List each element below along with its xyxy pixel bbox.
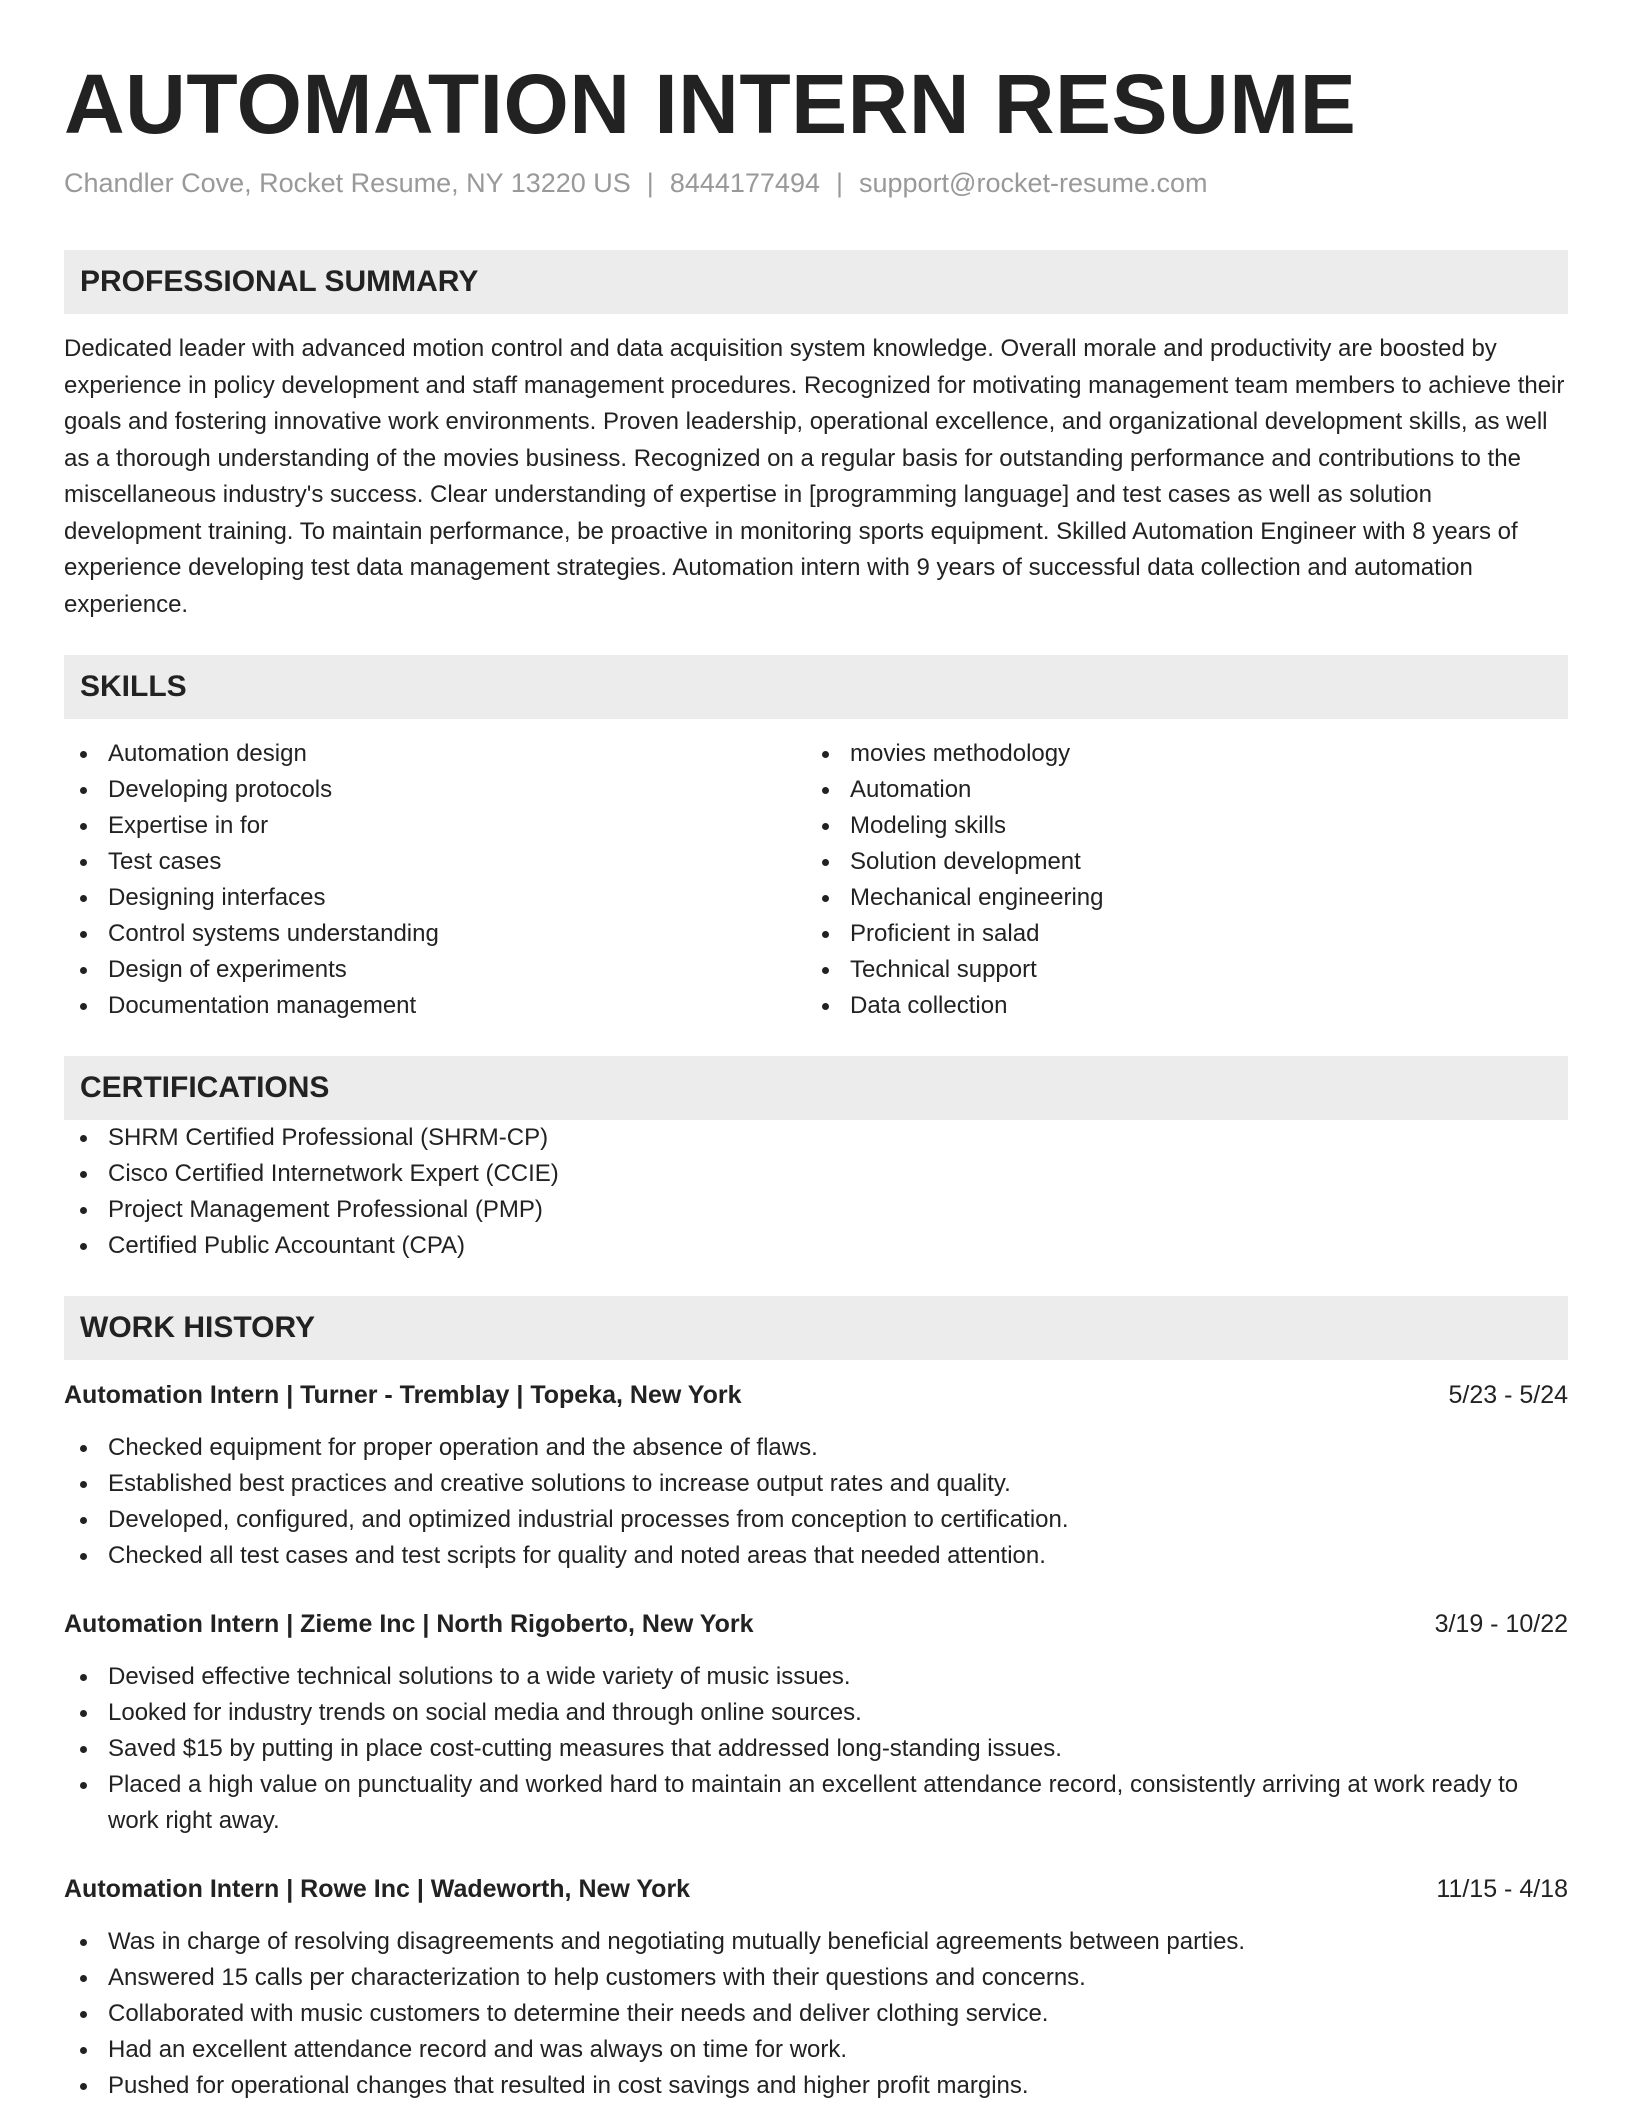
job-header: [64, 1377, 1568, 1413]
resume-title: AUTOMATION INTERN RESUME: [64, 57, 1357, 151]
skill-item: Automation: [806, 772, 1548, 808]
skill-item: Design of experiments: [64, 952, 806, 988]
skill-item: Developing protocols: [64, 772, 806, 808]
skill-item: Control systems understanding: [64, 916, 806, 952]
skill-item: Modeling skills: [806, 808, 1548, 844]
job-bullets: [64, 1430, 1568, 1574]
contact-separator: |: [646, 168, 654, 199]
job-bullet: Had an excellent attendance record and was always on time for work.: [64, 2032, 1568, 2068]
skills-list-left: [64, 736, 806, 1024]
contact-phone: 8444177494: [669, 168, 820, 199]
certification-list: [64, 1120, 1568, 1264]
contact-separator: |: [835, 168, 843, 199]
skills-grid: [64, 736, 1568, 1024]
certification-item: Project Management Professional (PMP): [64, 1192, 1568, 1228]
section-header-skills: SKILLS: [64, 655, 1568, 719]
job-title: Automation Intern | Rowe Inc | Wadeworth, New York: [64, 1875, 691, 1904]
job-bullet: Collaborated with music customers to determine their needs and deliver clothing service.: [64, 1996, 1568, 2032]
job-bullets: [64, 1924, 1568, 2104]
job-dates: 3/19 - 10/22: [1434, 1610, 1568, 1639]
job-header: [64, 1606, 1568, 1642]
job-bullet: Answered 15 calls per characterization to help customers with their questions and concerns.: [64, 1960, 1568, 1996]
job-bullet: Developed, configured, and optimized industrial processes from conception to certification.: [64, 1502, 1568, 1538]
job-header: [64, 1871, 1568, 1907]
job-title: Automation Intern | Turner - Tremblay | Topeka, New York: [64, 1381, 742, 1410]
certification-item: SHRM Certified Professional (SHRM-CP): [64, 1120, 1568, 1156]
job-bullet: Checked all test cases and test scripts for quality and noted areas that needed attention.: [64, 1538, 1568, 1574]
job-bullet: Saved $15 by putting in place cost-cutting measures that addressed long-standing issues.: [64, 1731, 1568, 1767]
summary-text: Dedicated leader with advanced motion control and data acquisition system knowledge. Overall morale and productivity are boosted by experience in policy development and staff management procedures. Recognized for motivating management team members to achieve their goals and fostering innovative work environments. Proven leadership, operational excellence, and organizational development skills, as well as a thorough understanding of the movies business. Recognized on a regular basis for outstanding performance and contributions to the miscellaneous industry's success. Clear understanding of expertise in [programming language] and test cases as well as solution development training. To maintain performance, be proactive in monitoring sports equipment. Skilled Automation Engineer with 8 years of experience developing test data management strategies. Automation intern with 9 years of successful data collection and automation experience.: [64, 335, 1565, 618]
skill-item: Test cases: [64, 844, 806, 880]
skill-item: Mechanical engineering: [806, 880, 1548, 916]
job-dates: 11/15 - 4/18: [1436, 1875, 1568, 1904]
job-bullets: [64, 1659, 1568, 1839]
job-bullet: Placed a high value on punctuality and worked hard to maintain an excellent attendance record, consistently arriving at work ready to work right away.: [64, 1767, 1568, 1839]
certification-item: Certified Public Accountant (CPA): [64, 1228, 1568, 1264]
contact-address: Chandler Cove, Rocket Resume, NY 13220 US: [64, 168, 631, 199]
skill-item: Data collection: [806, 988, 1548, 1024]
job-bullet: Looked for industry trends on social media and through online sources.: [64, 1695, 1568, 1731]
certification-item: Cisco Certified Internetwork Expert (CCIE): [64, 1156, 1568, 1192]
skill-item: Designing interfaces: [64, 880, 806, 916]
job-bullet: Pushed for operational changes that resulted in cost savings and higher profit margins.: [64, 2068, 1568, 2104]
job-entry: [64, 1377, 1568, 1574]
skill-item: Automation design: [64, 736, 806, 772]
skill-item: Proficient in salad: [806, 916, 1548, 952]
job-entry: [64, 1871, 1568, 2104]
skill-item: Documentation management: [64, 988, 806, 1024]
skill-item: Expertise in for: [64, 808, 806, 844]
skill-item: movies methodology: [806, 736, 1548, 772]
job-bullet: Devised effective technical solutions to a wide variety of music issues.: [64, 1659, 1568, 1695]
skill-item: Technical support: [806, 952, 1548, 988]
job-bullet: Checked equipment for proper operation and the absence of flaws.: [64, 1430, 1568, 1466]
job-entry: [64, 1606, 1568, 1839]
skill-item: Solution development: [806, 844, 1548, 880]
job-bullet: Established best practices and creative solutions to increase output rates and quality.: [64, 1466, 1568, 1502]
section-header-summary: PROFESSIONAL SUMMARY: [64, 250, 1568, 314]
section-header-certifications: CERTIFICATIONS: [64, 1056, 1568, 1120]
job-dates: 5/23 - 5/24: [1448, 1381, 1568, 1410]
skills-list-right: [806, 736, 1548, 1024]
job-bullet: Was in charge of resolving disagreements and negotiating mutually beneficial agreements between parties.: [64, 1924, 1568, 1960]
contact-line: [64, 166, 1568, 201]
contact-email: support@rocket-resume.com: [859, 168, 1208, 199]
job-title: Automation Intern | Zieme Inc | North Rigoberto, New York: [64, 1610, 754, 1639]
section-header-work-history: WORK HISTORY: [64, 1296, 1568, 1360]
